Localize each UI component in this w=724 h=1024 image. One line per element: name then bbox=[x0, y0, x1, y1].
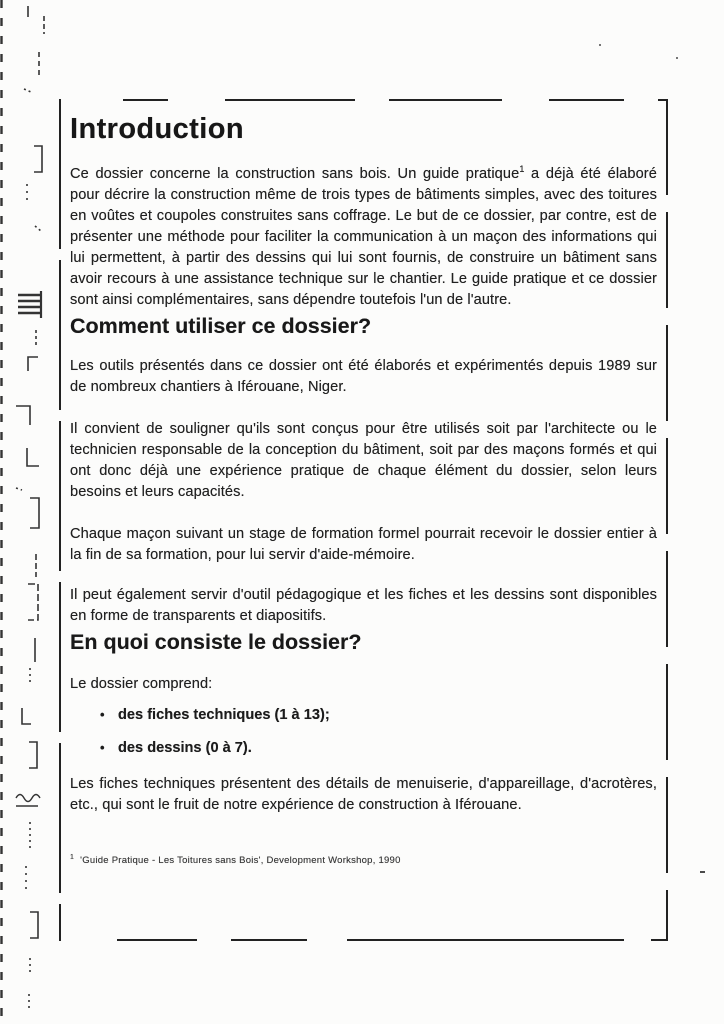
intro-text-after-footnote-ref: a déjà été élaboré pour décrire la construction même de trois types de bâtiments simples, avec des toitures en voûtes et coupoles construites sans coffrage. Le but de ce dossier, par contre, est de présenter une méthode pour faciliter la communication à un maçon des informations qui lui permettent, à partir des dessins qui lui sont fournis, de construire un bâtiment sans avoir recours à une assistance technique sur le chantier. Le guide pratique et ce dossier sont ainsi complémentaires, sans dépendre toutefois l'un de l'autre. bbox=[70, 166, 657, 308]
contents-lead: Le dossier comprend: bbox=[70, 676, 213, 692]
list-item-label: des fiches techniques (1 à 13); bbox=[118, 707, 330, 723]
how-paragraph-1: Les outils présentés dans ce dossier ont été élaborés et expérimentés depuis 1989 sur de nombreux chantiers à Iférouane, Niger. bbox=[70, 358, 657, 395]
list-item bbox=[70, 704, 657, 726]
frame-border-bottom bbox=[59, 939, 668, 941]
frame-border-right bbox=[666, 99, 668, 941]
footnote-marker: 1 bbox=[70, 854, 75, 861]
bullet-icon: • bbox=[100, 740, 105, 755]
how-paragraph-2: Il convient de souligner qu'ils sont conçus pour être utilisés soit par l'architecte ou le technicien responsable de la conception du bâtiment, soit par des maçons formés et qui ont donc déjà une expérience pratique de chaque élément du dossier, selon leurs besoins et leurs capacités. bbox=[70, 421, 657, 500]
bullet-icon: • bbox=[100, 707, 105, 722]
footnote bbox=[70, 851, 657, 867]
list-item-label: des dessins (0 à 7). bbox=[118, 740, 252, 756]
list-item bbox=[70, 737, 657, 759]
scan-artifacts bbox=[0, 0, 55, 1024]
how-paragraph-3: Chaque maçon suivant un stage de formation formel pourrait recevoir le dossier entier à la fin de sa formation, pour lui servir d'aide-mémoire. bbox=[70, 526, 657, 563]
contents-list bbox=[70, 704, 657, 759]
intro-paragraph bbox=[70, 164, 657, 311]
footnote-text: 'Guide Pratique - Les Toitures sans Bois', Development Workshop, 1990 bbox=[80, 855, 401, 867]
document-content bbox=[61, 101, 666, 939]
scan-speck bbox=[676, 57, 678, 59]
section-heading-contents: En quoi consiste le dossier? bbox=[70, 630, 362, 654]
how-paragraph-4: Il peut également servir d'outil pédagogique et les fiches et les dessins sont disponibles en forme de transparents et diapositifs. bbox=[70, 587, 657, 624]
footnote-reference: 1 bbox=[519, 164, 525, 175]
page-title: Introduction bbox=[70, 113, 244, 145]
contents-closing-paragraph: Les fiches techniques présentent des détails de menuiserie, d'appareillage, d'acrotères, etc., qui sont le fruit de notre expérience de construction à Iférouane. bbox=[70, 776, 657, 813]
scan-speck bbox=[599, 44, 601, 46]
section-heading-how-to-use: Comment utiliser ce dossier? bbox=[70, 314, 372, 338]
scan-speck bbox=[700, 871, 705, 873]
intro-text-before-footnote-ref: Ce dossier concerne la construction sans bois. Un guide pratique bbox=[70, 166, 520, 182]
